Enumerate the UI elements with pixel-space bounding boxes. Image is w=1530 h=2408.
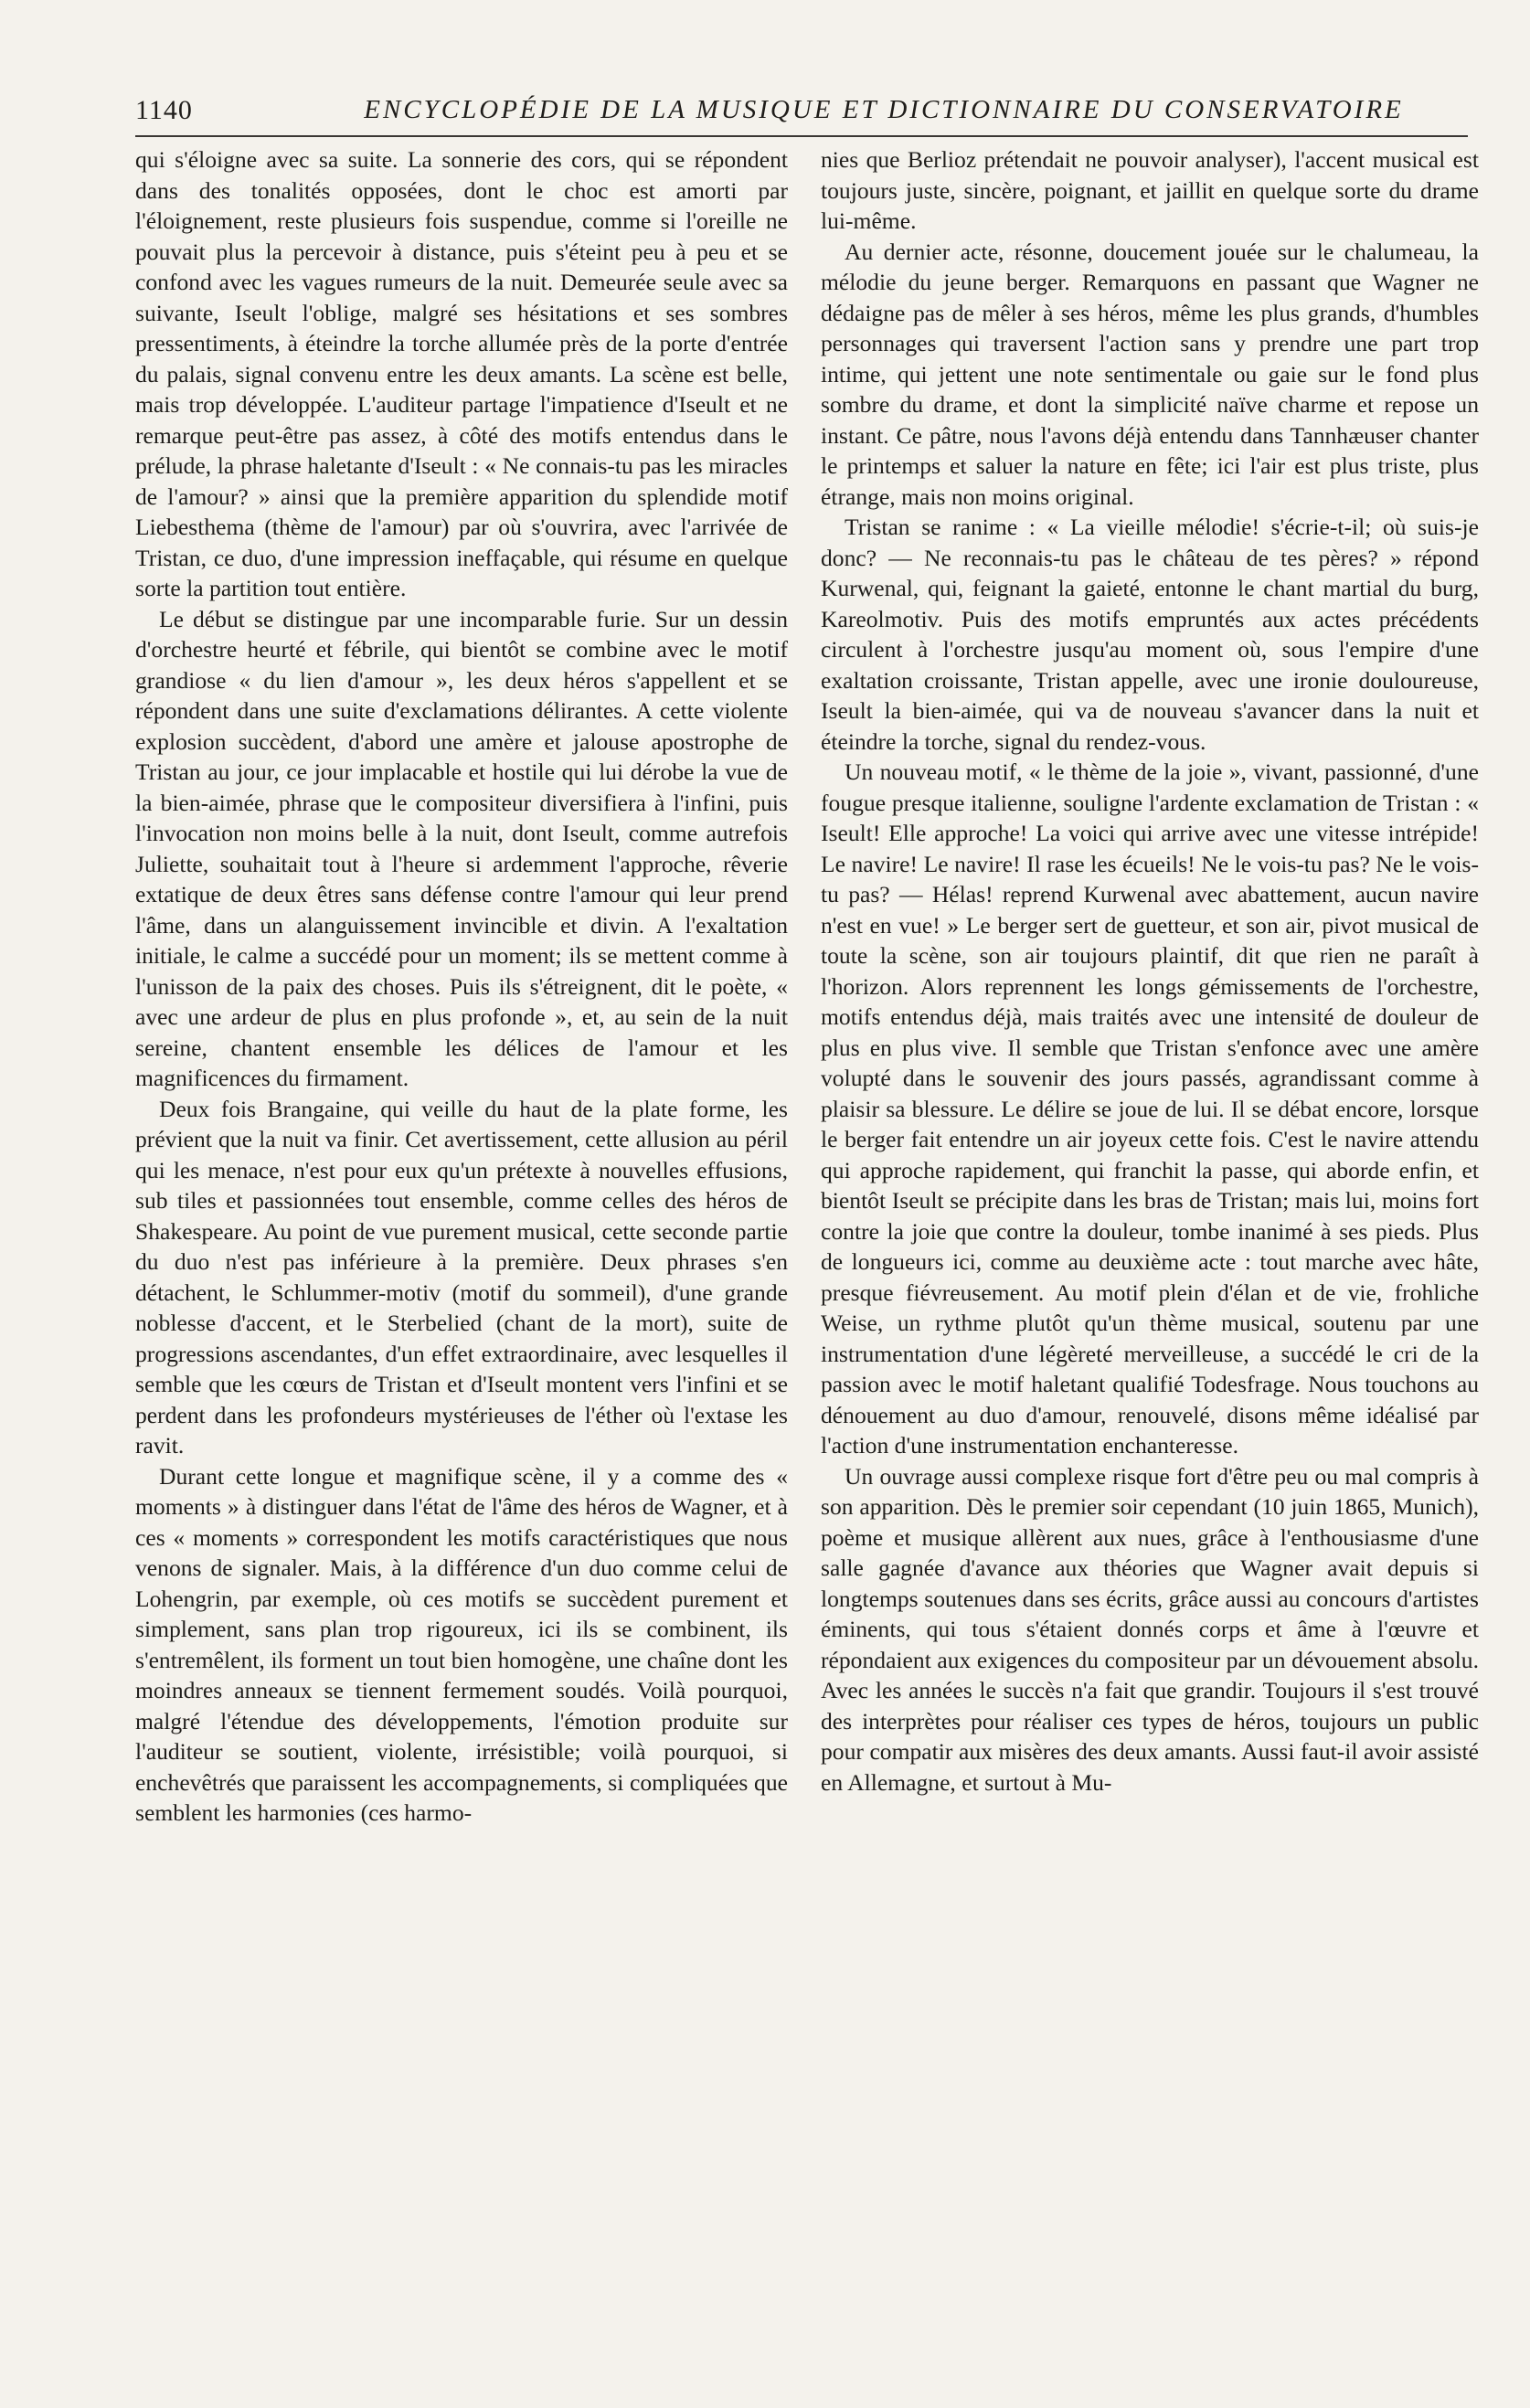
running-title: ENCYCLOPÉDIE DE LA MUSIQUE ET DICTIONNAIRE DU CONSERVATOIRE [364,95,1404,124]
paragraph: Tristan se ranime : « La vieille mélodie! s'écrie-t-il; où suis-je donc? — Ne reconnais-tu pas le château de tes pères? » répond Kurwenal, qui, feignant la gaieté, entonne le chant martial du burg, Kareolmotiv. Puis des motifs empruntés aux actes précédents circulent à l'orchestre jusqu'au moment où, sous l'empire d'une exaltation croissante, Tristan appelle, avec une ironie douloureuse, Iseult la bien-aimée, qui va de nouveau s'avancer dans la nuit et éteindre la torche, signal du rendez-vous. [821,514,1479,755]
paragraph: Le début se distingue par une incomparable furie. Sur un dessin d'orchestre heurté et fébrile, qui bientôt se combine avec le motif grandiose « du lien d'amour », les deux héros s'appellent et se répondent dans une suite d'exclamations délirantes. A cette violente explosion succèdent, d'abord une amère et jalouse apostrophe de Tristan au jour, ce jour implacable et hostile qui lui dérobe la vue de la bien-aimée, phrase que le compositeur diversifiera à l'infini, puis l'invocation non moins belle à la nuit, dont Iseult, comme autrefois Juliette, souhaitait tout à l'heure si ardemment l'approche, rêverie extatique de deux êtres sans défense contre l'amour qui leur prend l'âme, dans un alanguissement invincible et divin. A l'exaltation initiale, le calme a succédé pour un moment; ils se mettent comme à l'unisson de la paix des choses. Puis ils s'étreignent, dit le poète, « avec une ardeur de plus en plus profonde », et, au sein de la nuit sereine, chantent ensemble les délices de l'amour et les magnificences du firmament. [135,605,788,1091]
page-header [135,90,1468,137]
paragraph: Un ouvrage aussi complexe risque fort d'être peu ou mal compris à son apparition. Dès le premier soir cependant (10 juin 1865, Munich), poème et musique allèrent aux nues, grâce à l'enthousiasme d'une salle gagnée d'avance aux théories que Wagner avait depuis si longtemps soutenues dans ses écrits, grâce aussi au concours d'artistes éminents, qui tous s'étaient donnés corps et âme à l'œuvre et répondaient aux exigences du compositeur par un dévouement absolu. Avec les années le succès n'a fait que grandir. Toujours il s'est trouvé des interprètes pour réaliser ces types de héros, toujours un public pour compatir aux misères des deux amants. Aussi faut-il avoir assisté en Allemagne, et surtout à Mu- [821,1462,1479,1796]
paragraph: qui s'éloigne avec sa suite. La sonnerie des cors, qui se répondent dans des tonalités opposées, dont le choc est amorti par l'éloignement, reste plusieurs fois suspendue, comme si l'oreille ne pouvait plus la percevoir à distance, puis s'éteint peu à peu et se confond avec les vagues rumeurs de la nuit. Demeurée seule avec sa suivante, Iseult l'oblige, malgré ses hésitations et ses sombres pressentiments, à éteindre la torche allumée près de la porte d'entrée du palais, signal convenu entre les deux amants. La scène est belle, mais trop développée. L'auditeur partage l'impatience d'Iseult et ne remarque peut-être pas assez, à côté des motifs entendus dans le prélude, la phrase haletante d'Iseult : « Ne connais-tu pas les miracles de l'amour? » ainsi que la première apparition du splendide motif Liebesthema (thème de l'amour) par où s'ouvrira, avec l'arrivée de Tristan, ce duo, d'une impression ineffaçable, qui résume en quelque sorte la partition tout entière. [135,146,788,601]
right-column [821,144,1479,1798]
page-number: 1140 [135,95,193,125]
paragraph: Au dernier acte, résonne, doucement jouée sur le chalumeau, la mélodie du jeune berger. Remarquons en passant que Wagner ne dédaigne pas de mêler à ses héros, même les plus grands, d'humbles personnages qui traversent l'action sans y prendre une part trop intime, qui jettent une note sentimentale ou gaie sur le fond plus sombre du drame, et dont la simplicité naïve charme et repose un instant. Ce pâtre, nous l'avons déjà entendu dans Tannhæuser chanter le printemps et saluer la nature en fête; ici l'air est plus triste, plus étrange, mais non moins original. [821,238,1479,510]
paragraph: Un nouveau motif, « le thème de la joie », vivant, passionné, d'une fougue presque italienne, souligne l'ardente exclamation de Tristan : « Iseult! Elle approche! La voici qui arrive avec une vitesse intrépide! Le navire! Le navire! Il rase les écueils! Ne le vois-tu pas? Ne le vois-tu pas? — Hélas! reprend Kurwenal avec abattement, aucun navire n'est en vue! » Le berger sert de guetteur, et son air, pivot musical de toute la scène, son air toujours plaintif, dit que rien ne paraît à l'horizon. Alors reprennent les longs gémissements de l'orchestre, motifs entendus déjà, mais traités avec une intensité de douleur de plus en plus vive. Il semble que Tristan s'enfonce avec une amère volupté dans le souvenir des jours passés, agrandissant comme à plaisir sa blessure. Le délire se joue de lui. Il se débat encore, lorsque le berger fait entendre un air joyeux cette fois. C'est le navire attendu qui approche rapidement, qui franchit la passe, qui aborde enfin, et bientôt Iseult se précipite dans les bras de Tristan; mais lui, moins fort contre la joie que contre la douleur, tombe inanimé à ses pieds. Plus de longueurs ici, comme au deuxième acte : tout marche avec hâte, presque fiévreusement. Au motif plein d'élan et de vie, frohliche Weise, un rythme plutôt qu'un thème musical, soutenu par une instrumentation d'une légèreté merveilleuse, a succédé le cri de la passion avec le motif haletant qualifié Todesfrage. Nous touchons au dénouement au duo d'amour, renouvelé, disons même idéalisé par l'action d'une instrumentation enchanteresse. [821,758,1479,1459]
left-column [135,144,788,1829]
paragraph: Durant cette longue et magnifique scène, il y a comme des « moments » à distinguer dans l'état de l'âme des héros de Wagner, et à ces « moments » correspondent les motifs caractéristiques que nous venons de signaler. Mais, à la différence d'un duo comme celui de Lohengrin, par exemple, où ces motifs se succèdent purement et simplement, sans plan trop rigoureux, ici ils se combinent, ils s'entremêlent, ils forment un tout bien homogène, une chaîne dont les moindres anneaux se tiennent fermement soudés. Voilà pourquoi, malgré l'étendue des développements, l'émotion produite sur l'auditeur se soutient, violente, irrésistible; voilà pourquoi, si enchevêtrés que paraissent les accompagnements, si compliquées que semblent les harmonies (ces harmo- [135,1462,788,1826]
paragraph: Deux fois Brangaine, qui veille du haut de la plate forme, les prévient que la nuit va finir. Cet avertissement, cette allusion au péril qui les menace, n'est pour eux qu'un prétexte à nouvelles effusions, sub tiles et passionnées tout ensemble, comme celles des héros de Shakespeare. Au point de vue purement musical, cette seconde partie du duo n'est pas inférieure à la première. Deux phrases s'en détachent, le Schlummer-motiv (motif du sommeil), d'une grande noblesse d'accent, et le Sterbelied (chant de la mort), suite de progressions ascendantes, d'un effet extraordinaire, avec lesquelles il semble que les cœurs de Tristan et d'Iseult montent vers l'infini et se perdent dans les profondeurs mystérieuses de l'éther où l'extase les ravit. [135,1095,788,1459]
paragraph: nies que Berlioz prétendait ne pouvoir analyser), l'accent musical est toujours juste, sincère, poignant, et jaillit en quelque sorte du drame lui-même. [821,146,1479,234]
